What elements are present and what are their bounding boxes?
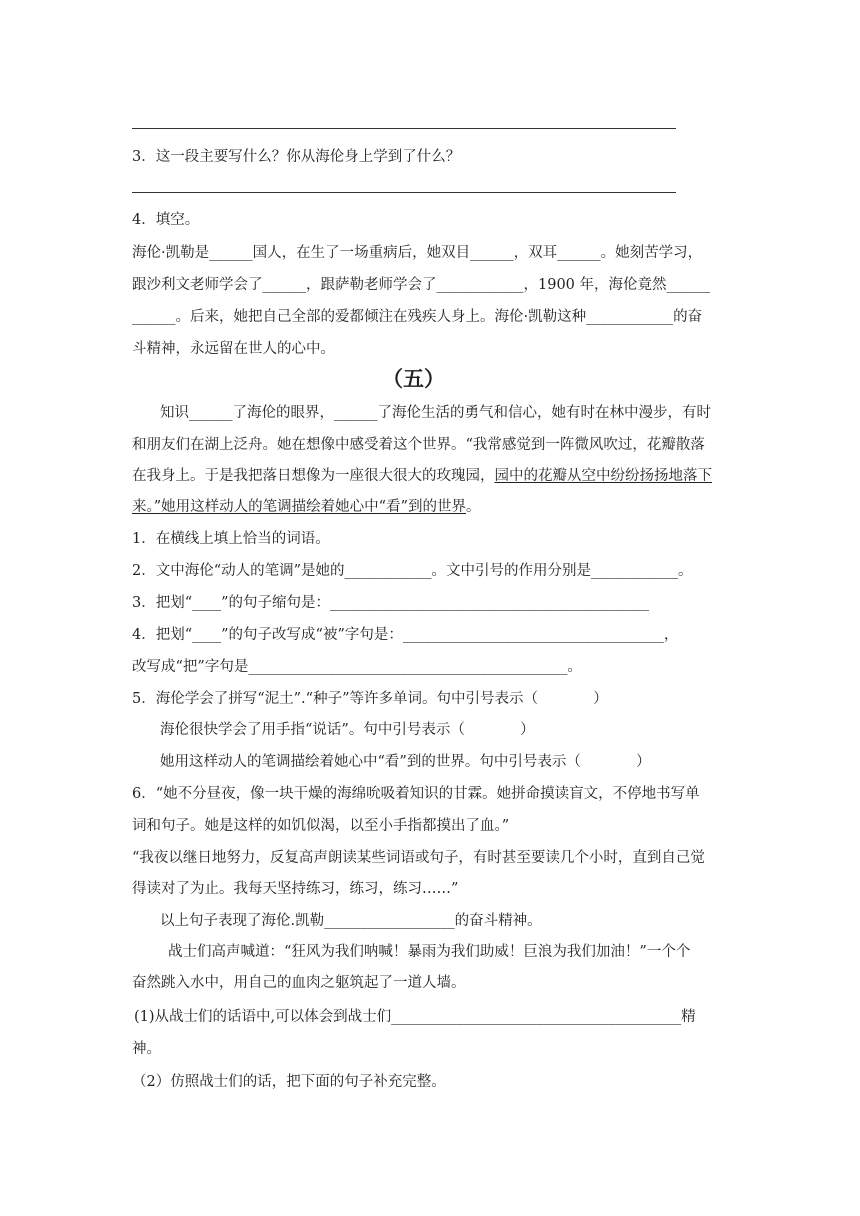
quote-line-1: “我夜以继日地努力，反复高声朗读某些词语或句子，有时甚至要读几个小时，直到自己觉 bbox=[132, 850, 705, 866]
section-title: （五） bbox=[382, 367, 445, 391]
question-3: 3．这一段主要写什么？你从海伦身上学到了什么？ bbox=[132, 149, 461, 165]
fill-line-2: 跟沙利文老师学会了______，跟萨勒老师学会了____________，1900 年，海伦竟然______ bbox=[132, 277, 711, 293]
answer-line bbox=[132, 128, 676, 129]
passage-line-1: 知识______了海伦的眼界，______了海伦生活的勇气和信心，她有时在林中漫步，有时 bbox=[160, 405, 711, 421]
fill-line-1: 海伦·凯勒是______国人，在生了一场重病后，她双目______，双耳______。她刻苦学习， bbox=[132, 245, 703, 261]
question-5-3: 3．把划“____”的句子缩句是：____________________________________________ bbox=[132, 595, 650, 611]
sub-question-1: (1)从战士们的话语中,可以体会到战士们________________________________________精 bbox=[134, 1009, 696, 1025]
question-5-4: 4．把划“____”的句子改写成“被”字句是：____________________________________， bbox=[132, 627, 679, 643]
fill-line-4: 斗精神，永远留在世人的心中。 bbox=[132, 341, 335, 357]
question-5-5b: 海伦很快学会了用手指“说话”。句中引号表示（ ） bbox=[160, 722, 535, 738]
passage-line-4 bbox=[132, 497, 481, 517]
quote-line-2: 得读对了为止。我每天坚持练习，练习，练习……” bbox=[132, 881, 459, 897]
underlined-sentence-2: 她用这样动人的笔调描绘着她心中“看”到的世界 bbox=[161, 499, 466, 515]
passage-line-3 bbox=[132, 466, 712, 486]
fill-line-3: ______。后来，她把自己全部的爱都倾注在残疾人身上。海伦·凯勒这种____________的奋 bbox=[132, 309, 703, 325]
question-5-5: 5．海伦学会了拼写“泥土”.“种子”等许多单词。句中引号表示（ ） bbox=[132, 691, 608, 707]
underlined-sentence: 园中的花瓣从空中纷纷扬扬地落下 bbox=[494, 468, 712, 484]
passage-end: 。 bbox=[466, 499, 481, 515]
question-5-5c: 她用这样动人的笔调描绘着她心中“看”到的世界。句中引号表示（ ） bbox=[160, 754, 651, 770]
underlined-sentence: 来。” bbox=[132, 499, 162, 515]
question-5-6-answer: 以上句子表现了海伦.凯勒__________________的奋斗精神。 bbox=[160, 913, 542, 929]
question-5-2: 2．文中海伦“动人的笔调”是她的____________。文中引号的作用分别是____________。 bbox=[132, 563, 693, 579]
passage-text: 在我身上。于是我把落日想像为一座很大很大的玫瑰园， bbox=[132, 468, 495, 484]
soldiers-line-1: 战士们高声喊道：“狂风为我们呐喊！暴雨为我们助威！巨浪为我们加油！”一个个 bbox=[168, 944, 691, 960]
question-5-1: 1．在横线上填上恰当的词语。 bbox=[132, 531, 330, 547]
question-5-4-cont: 改写成“把”字句是____________________________________________。 bbox=[132, 659, 582, 675]
question-5-6-cont: 词和句子。她是这样的如饥似渴，以至小手指都摸出了血。” bbox=[132, 818, 510, 834]
question-4: 4．填空。 bbox=[132, 212, 200, 228]
question-5-6: 6．“她不分昼夜，像一块干燥的海绵吮吸着知识的甘霖。她拼命摸读盲文，不停地书写单 bbox=[132, 786, 700, 802]
answer-line bbox=[132, 192, 676, 193]
passage-line-2: 和朋友们在湖上泛舟。她在想像中感受着这个世界。“我常感觉到一阵微风吹过，花瓣散落 bbox=[132, 437, 705, 453]
soldiers-line-2: 奋然跳入水中，用自己的血肉之躯筑起了一道人墙。 bbox=[132, 975, 466, 991]
sub-question-2: （2）仿照战士们的话，把下面的句子补充完整。 bbox=[132, 1074, 446, 1090]
sub-question-1-cont: 神。 bbox=[132, 1041, 161, 1057]
